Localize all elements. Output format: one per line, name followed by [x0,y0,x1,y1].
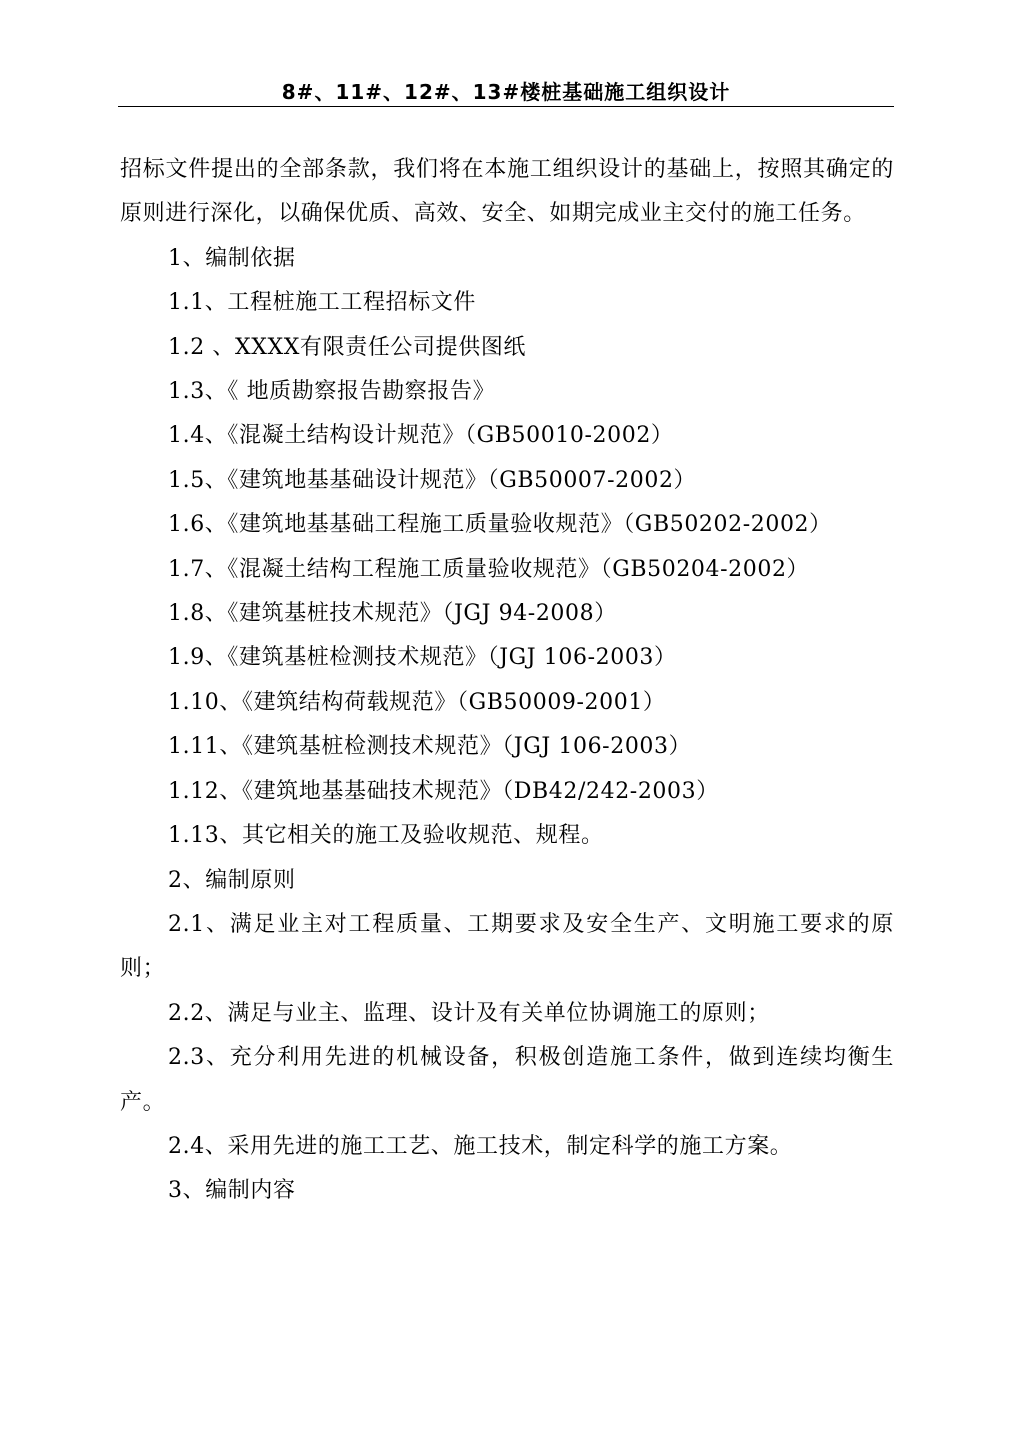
basis-item: 1.7、《混凝土结构工程施工质量验收规范》（GB50204-2002） [168,556,810,582]
basis-item: 1.6、《建筑地基基础工程施工质量验收规范》（GB50202-2002） [168,512,832,538]
basis-item: 1.11、《建筑基桩检测技术规范》（JGJ 106-2003） [168,734,692,760]
intro-paragraph: 招标文件提出的全部条款，我们将在本施工组织设计的基础上，按照其确定的原则进行深化，以确保优质、高效、安全、如期完成业主交付的施工任务。 [120,157,894,227]
section-heading-basis: 1、编制依据 [168,245,296,271]
section-heading-principles: 2、编制原则 [168,867,296,893]
principle-item: 2.1、满足业主对工程质量、工期要求及安全生产、文明施工要求的原则； [120,911,894,982]
page-header [118,70,894,107]
basis-item: 1.10、《建筑结构荷载规范》（GB50009-2001） [168,689,666,715]
basis-item: 1.12、《建筑地基基础技术规范》（DB42/242-2003） [168,778,719,804]
basis-item: 1.8、《建筑基桩技术规范》（JGJ 94-2008） [168,601,617,627]
document-body [120,148,894,1214]
section-heading-content: 3、编制内容 [168,1178,296,1204]
basis-item: 1.1、工程桩施工工程招标文件 [168,290,476,316]
basis-item: 1.2 、XXXX有限责任公司提供图纸 [168,334,527,360]
basis-item: 1.4、《混凝土结构设计规范》（GB50010-2002） [168,423,674,449]
document-title: 8#、11#、12#、13#楼桩基础施工组织设计 [281,80,731,104]
basis-item: 1.9、《建筑基桩检测技术规范》（JGJ 106-2003） [168,645,677,671]
basis-item: 1.13、其它相关的施工及验收规范、规程。 [168,823,604,849]
basis-item: 1.5、《建筑地基基础设计规范》（GB50007-2002） [168,467,697,493]
principle-item: 2.4、采用先进的施工工艺、施工技术，制定科学的施工方案。 [168,1133,793,1159]
principle-item: 2.3、充分利用先进的机械设备，积极创造施工条件，做到连续均衡生产。 [120,1045,894,1115]
principle-item: 2.2、满足与业主、监理、设计及有关单位协调施工的原则； [168,1000,770,1026]
basis-item: 1.3、《 地质勘察报告勘察报告》 [168,379,496,405]
